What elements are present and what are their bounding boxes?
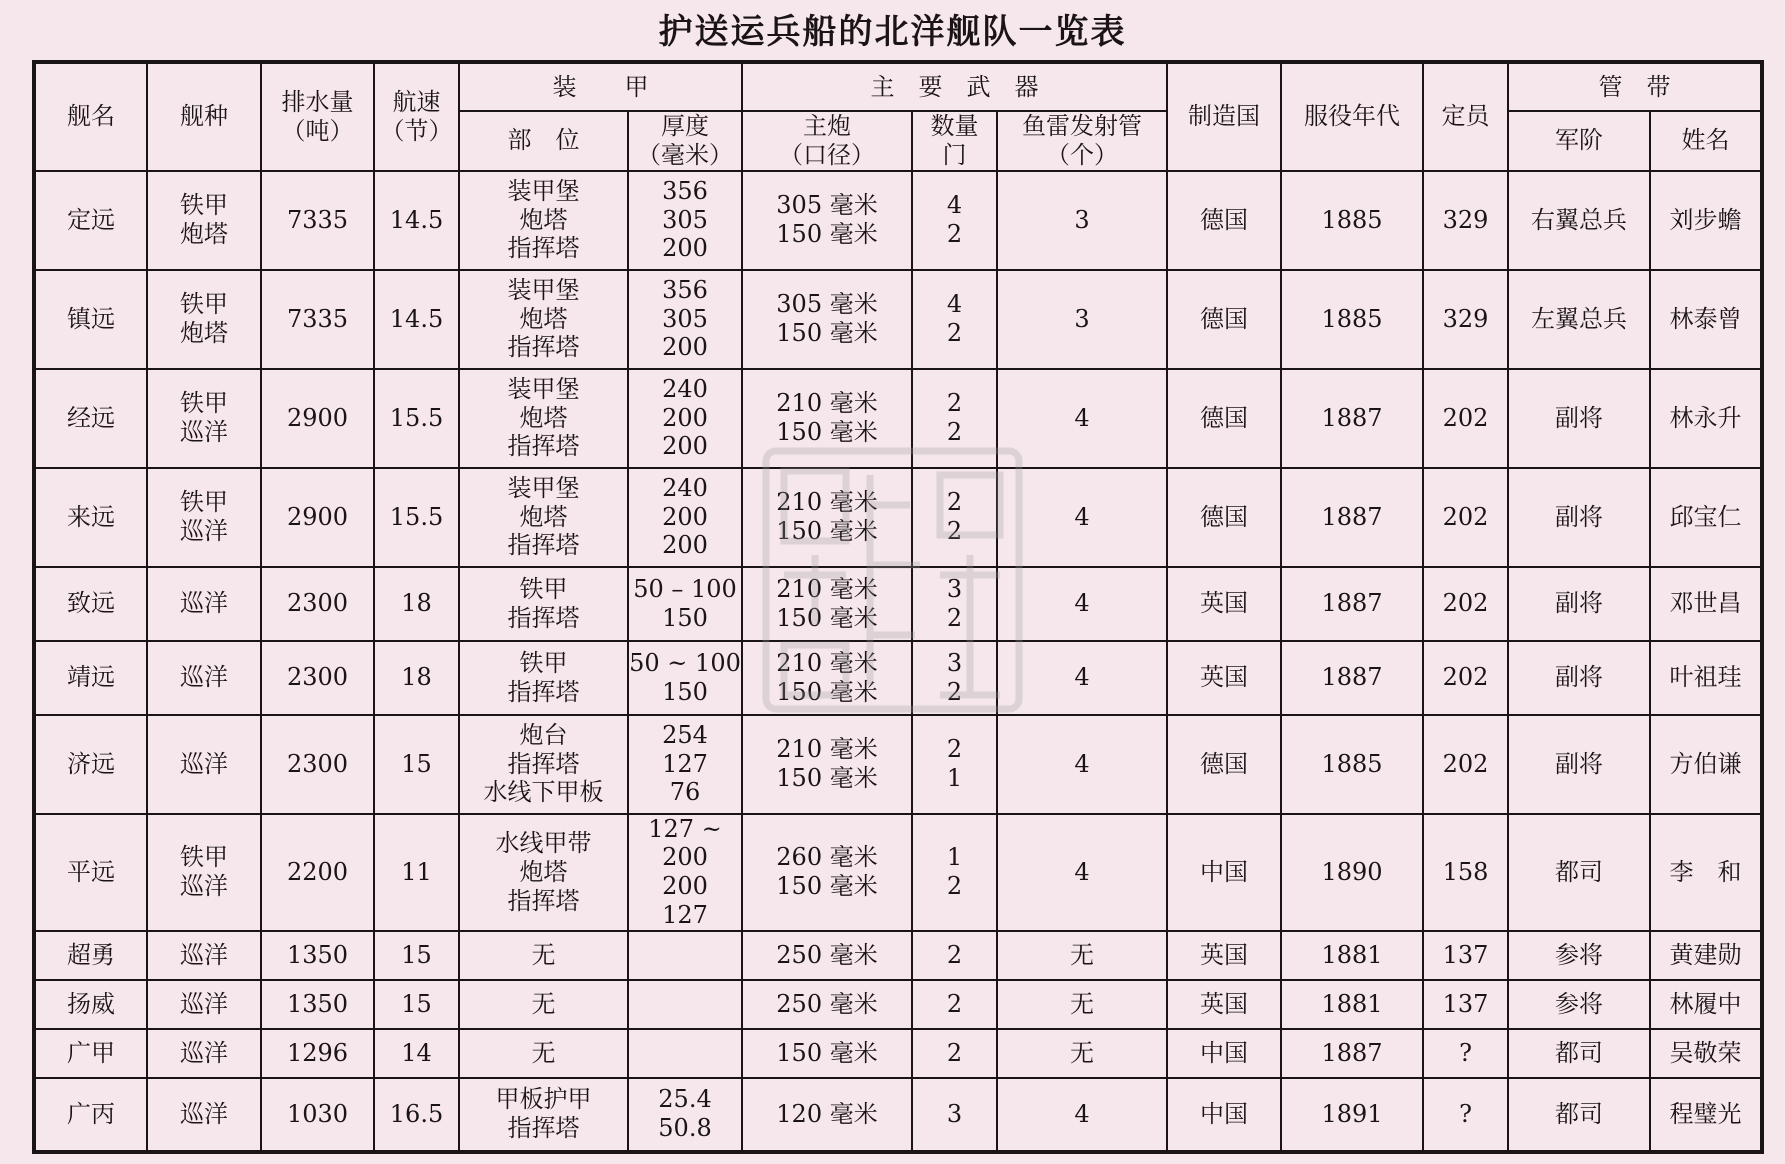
cell-gun-count: 4 2 <box>912 270 997 369</box>
cell-speed: 18 <box>374 567 459 641</box>
cell-displacement: 2200 <box>261 814 374 931</box>
cell-commander-name: 黄建勋 <box>1650 931 1762 980</box>
cell-rank: 副将 <box>1508 567 1650 641</box>
cell-name: 经远 <box>34 369 147 468</box>
cell-name: 镇远 <box>34 270 147 369</box>
cell-speed: 15 <box>374 931 459 980</box>
cell-armor-thickness <box>628 980 742 1029</box>
cell-year: 1881 <box>1281 931 1423 980</box>
cell-rank: 都司 <box>1508 1078 1650 1152</box>
cell-rank: 参将 <box>1508 931 1650 980</box>
header-builder: 制造国 <box>1167 62 1281 171</box>
cell-torpedo: 4 <box>997 814 1167 931</box>
cell-type: 巡洋 <box>147 931 261 980</box>
table-row <box>34 814 1762 931</box>
cell-crew: 202 <box>1423 715 1508 814</box>
cell-speed: 14.5 <box>374 171 459 270</box>
cell-gun: 210 毫米 150 毫米 <box>742 567 912 641</box>
cell-rank: 副将 <box>1508 369 1650 468</box>
cell-name: 靖远 <box>34 641 147 715</box>
cell-crew: 137 <box>1423 980 1508 1029</box>
fleet-table <box>32 60 1764 1154</box>
cell-builder: 英国 <box>1167 931 1281 980</box>
cell-name: 广丙 <box>34 1078 147 1152</box>
cell-gun: 260 毫米 150 毫米 <box>742 814 912 931</box>
cell-gun-count: 2 2 <box>912 369 997 468</box>
cell-gun-count: 3 2 <box>912 641 997 715</box>
cell-name: 来远 <box>34 468 147 567</box>
cell-gun-count: 2 <box>912 980 997 1029</box>
cell-year: 1890 <box>1281 814 1423 931</box>
cell-displacement: 2900 <box>261 369 374 468</box>
cell-type: 铁甲 炮塔 <box>147 171 261 270</box>
cell-builder: 德国 <box>1167 270 1281 369</box>
table-row <box>34 468 1762 567</box>
header-speed: 航速 （节） <box>374 62 459 171</box>
cell-commander-name: 方伯谦 <box>1650 715 1762 814</box>
header-armor-thickness: 厚度 （毫米） <box>628 111 742 171</box>
page-title: 护送运兵船的北洋舰队一览表 <box>658 12 1127 52</box>
cell-speed: 18 <box>374 641 459 715</box>
cell-gun: 210 毫米 150 毫米 <box>742 468 912 567</box>
header-name: 舰名 <box>34 62 147 171</box>
cell-torpedo: 3 <box>997 171 1167 270</box>
header-torpedo: 鱼雷发射管 （个） <box>997 111 1167 171</box>
cell-builder: 中国 <box>1167 1078 1281 1152</box>
cell-rank: 参将 <box>1508 980 1650 1029</box>
header-gun: 主炮 （口径） <box>742 111 912 171</box>
cell-displacement: 2300 <box>261 715 374 814</box>
cell-gun: 305 毫米 150 毫米 <box>742 270 912 369</box>
cell-name: 超勇 <box>34 931 147 980</box>
cell-type: 铁甲 巡洋 <box>147 369 261 468</box>
cell-crew: 329 <box>1423 270 1508 369</box>
cell-year: 1887 <box>1281 641 1423 715</box>
cell-name: 济远 <box>34 715 147 814</box>
cell-rank: 都司 <box>1508 814 1650 931</box>
cell-armor-part: 无 <box>459 980 628 1029</box>
cell-gun-count: 4 2 <box>912 171 997 270</box>
cell-commander-name: 叶祖珪 <box>1650 641 1762 715</box>
cell-year: 1891 <box>1281 1078 1423 1152</box>
cell-type: 巡洋 <box>147 715 261 814</box>
cell-displacement: 7335 <box>261 270 374 369</box>
cell-torpedo: 4 <box>997 369 1167 468</box>
cell-armor-thickness <box>628 931 742 980</box>
cell-type: 铁甲 巡洋 <box>147 814 261 931</box>
cell-name: 致远 <box>34 567 147 641</box>
cell-speed: 16.5 <box>374 1078 459 1152</box>
cell-crew: 329 <box>1423 171 1508 270</box>
cell-builder: 英国 <box>1167 980 1281 1029</box>
cell-name: 定远 <box>34 171 147 270</box>
cell-commander-name: 邱宝仁 <box>1650 468 1762 567</box>
cell-crew: ? <box>1423 1029 1508 1078</box>
cell-type: 铁甲 炮塔 <box>147 270 261 369</box>
cell-builder: 德国 <box>1167 369 1281 468</box>
table-row <box>34 715 1762 814</box>
header-weapons: 主 要 武 器 <box>742 62 1167 111</box>
cell-armor-thickness: 254 127 76 <box>628 715 742 814</box>
cell-name: 广甲 <box>34 1029 147 1078</box>
cell-armor-part: 装甲堡 炮塔 指挥塔 <box>459 171 628 270</box>
cell-crew: 202 <box>1423 468 1508 567</box>
cell-torpedo: 4 <box>997 715 1167 814</box>
cell-commander-name: 刘步蟾 <box>1650 171 1762 270</box>
table-row <box>34 1078 1762 1152</box>
cell-crew: 202 <box>1423 567 1508 641</box>
cell-armor-part: 水线甲带 炮塔 指挥塔 <box>459 814 628 931</box>
cell-gun: 210 毫米 150 毫米 <box>742 369 912 468</box>
cell-commander-name: 吴敬荣 <box>1650 1029 1762 1078</box>
cell-armor-thickness <box>628 1029 742 1078</box>
cell-armor-part: 装甲堡 炮塔 指挥塔 <box>459 270 628 369</box>
cell-rank: 副将 <box>1508 715 1650 814</box>
cell-commander-name: 邓世昌 <box>1650 567 1762 641</box>
table-row <box>34 931 1762 980</box>
cell-crew: ? <box>1423 1078 1508 1152</box>
cell-commander-name: 林履中 <box>1650 980 1762 1029</box>
header-armor: 装 甲 <box>459 62 742 111</box>
cell-armor-part: 铁甲 指挥塔 <box>459 567 628 641</box>
cell-armor-thickness: 356 305 200 <box>628 270 742 369</box>
cell-rank: 都司 <box>1508 1029 1650 1078</box>
cell-torpedo: 4 <box>997 1078 1167 1152</box>
cell-gun-count: 2 2 <box>912 468 997 567</box>
cell-crew: 158 <box>1423 814 1508 931</box>
cell-type: 巡洋 <box>147 1078 261 1152</box>
cell-armor-part: 无 <box>459 1029 628 1078</box>
cell-gun-count: 2 <box>912 931 997 980</box>
cell-gun: 120 毫米 <box>742 1078 912 1152</box>
cell-gun: 250 毫米 <box>742 931 912 980</box>
cell-year: 1885 <box>1281 171 1423 270</box>
cell-builder: 中国 <box>1167 814 1281 931</box>
header-crew: 定员 <box>1423 62 1508 171</box>
cell-torpedo: 无 <box>997 980 1167 1029</box>
cell-type: 铁甲 巡洋 <box>147 468 261 567</box>
cell-armor-part: 铁甲 指挥塔 <box>459 641 628 715</box>
cell-builder: 中国 <box>1167 1029 1281 1078</box>
header-year: 服役年代 <box>1281 62 1423 171</box>
cell-armor-thickness: 127 ~ 200 200 127 <box>628 814 742 931</box>
cell-commander-name: 林永升 <box>1650 369 1762 468</box>
cell-armor-thickness: 240 200 200 <box>628 468 742 567</box>
cell-year: 1885 <box>1281 715 1423 814</box>
header-commander: 管 带 <box>1508 62 1762 111</box>
cell-name: 平远 <box>34 814 147 931</box>
cell-year: 1887 <box>1281 468 1423 567</box>
header-type: 舰种 <box>147 62 261 171</box>
cell-name: 扬威 <box>34 980 147 1029</box>
cell-type: 巡洋 <box>147 641 261 715</box>
cell-torpedo: 3 <box>997 270 1167 369</box>
cell-speed: 15.5 <box>374 369 459 468</box>
cell-displacement: 2900 <box>261 468 374 567</box>
cell-gun: 250 毫米 <box>742 980 912 1029</box>
cell-gun-count: 2 1 <box>912 715 997 814</box>
header-displacement: 排水量 （吨） <box>261 62 374 171</box>
cell-builder: 英国 <box>1167 641 1281 715</box>
cell-armor-thickness: 240 200 200 <box>628 369 742 468</box>
cell-armor-part: 炮台 指挥塔 水线下甲板 <box>459 715 628 814</box>
cell-speed: 14.5 <box>374 270 459 369</box>
cell-commander-name: 李 和 <box>1650 814 1762 931</box>
cell-type: 巡洋 <box>147 1029 261 1078</box>
cell-type: 巡洋 <box>147 980 261 1029</box>
table-row <box>34 171 1762 270</box>
cell-year: 1885 <box>1281 270 1423 369</box>
cell-gun: 150 毫米 <box>742 1029 912 1078</box>
cell-year: 1887 <box>1281 567 1423 641</box>
cell-displacement: 1350 <box>261 931 374 980</box>
header-gun-count: 数量 门 <box>912 111 997 171</box>
cell-crew: 202 <box>1423 641 1508 715</box>
cell-armor-thickness: 50 – 100 150 <box>628 567 742 641</box>
table-row <box>34 567 1762 641</box>
cell-gun: 210 毫米 150 毫米 <box>742 715 912 814</box>
cell-armor-part: 装甲堡 炮塔 指挥塔 <box>459 369 628 468</box>
cell-speed: 11 <box>374 814 459 931</box>
cell-rank: 左翼总兵 <box>1508 270 1650 369</box>
cell-gun-count: 3 <box>912 1078 997 1152</box>
cell-displacement: 2300 <box>261 567 374 641</box>
cell-armor-thickness: 356 305 200 <box>628 171 742 270</box>
table-row <box>34 980 1762 1029</box>
cell-builder: 英国 <box>1167 567 1281 641</box>
cell-armor-part: 无 <box>459 931 628 980</box>
cell-displacement: 1350 <box>261 980 374 1029</box>
cell-displacement: 1030 <box>261 1078 374 1152</box>
cell-torpedo: 4 <box>997 567 1167 641</box>
table-row <box>34 369 1762 468</box>
cell-commander-name: 林泰曾 <box>1650 270 1762 369</box>
cell-builder: 德国 <box>1167 171 1281 270</box>
header-armor-part: 部 位 <box>459 111 628 171</box>
cell-speed: 15 <box>374 715 459 814</box>
cell-builder: 德国 <box>1167 715 1281 814</box>
cell-builder: 德国 <box>1167 468 1281 567</box>
cell-displacement: 7335 <box>261 171 374 270</box>
cell-rank: 右翼总兵 <box>1508 171 1650 270</box>
cell-gun-count: 2 <box>912 1029 997 1078</box>
table-row <box>34 1029 1762 1078</box>
table-row <box>34 270 1762 369</box>
cell-crew: 202 <box>1423 369 1508 468</box>
cell-type: 巡洋 <box>147 567 261 641</box>
cell-displacement: 1296 <box>261 1029 374 1078</box>
cell-rank: 副将 <box>1508 641 1650 715</box>
cell-rank: 副将 <box>1508 468 1650 567</box>
cell-armor-thickness: 50 ~ 100 150 <box>628 641 742 715</box>
cell-armor-part: 装甲堡 炮塔 指挥塔 <box>459 468 628 567</box>
cell-torpedo: 4 <box>997 468 1167 567</box>
cell-gun: 210 毫米 150 毫米 <box>742 641 912 715</box>
table-row <box>34 641 1762 715</box>
cell-year: 1887 <box>1281 369 1423 468</box>
cell-armor-part: 甲板护甲 指挥塔 <box>459 1078 628 1152</box>
cell-speed: 15 <box>374 980 459 1029</box>
cell-speed: 15.5 <box>374 468 459 567</box>
header-commander-name: 姓名 <box>1650 111 1762 171</box>
cell-gun-count: 1 2 <box>912 814 997 931</box>
cell-armor-thickness: 25.4 50.8 <box>628 1078 742 1152</box>
cell-torpedo: 4 <box>997 641 1167 715</box>
cell-commander-name: 程璧光 <box>1650 1078 1762 1152</box>
header-rank: 军阶 <box>1508 111 1650 171</box>
cell-torpedo: 无 <box>997 1029 1167 1078</box>
cell-torpedo: 无 <box>997 931 1167 980</box>
cell-year: 1881 <box>1281 980 1423 1029</box>
cell-crew: 137 <box>1423 931 1508 980</box>
cell-year: 1887 <box>1281 1029 1423 1078</box>
cell-displacement: 2300 <box>261 641 374 715</box>
cell-gun-count: 3 2 <box>912 567 997 641</box>
cell-gun: 305 毫米 150 毫米 <box>742 171 912 270</box>
cell-speed: 14 <box>374 1029 459 1078</box>
